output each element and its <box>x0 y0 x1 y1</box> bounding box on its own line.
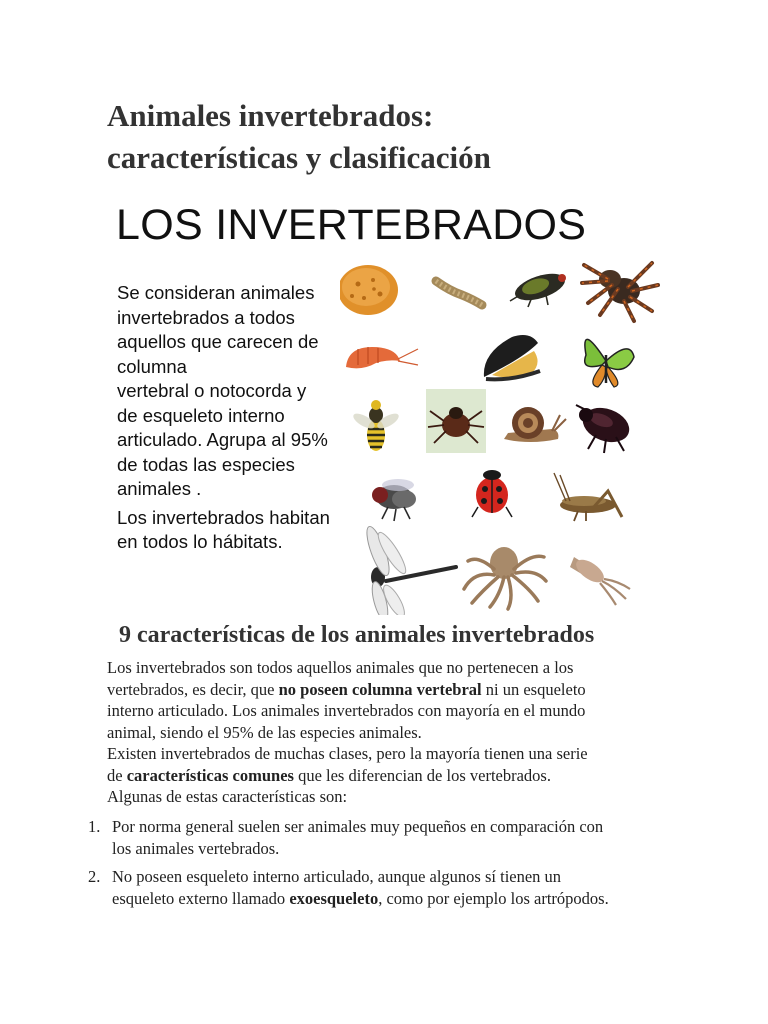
info-line: animales . <box>117 478 202 499</box>
list-line: Por norma general suelen ser animales muy pequeños en comparación con <box>112 817 604 836</box>
animal-photo-grid <box>340 255 666 615</box>
info-line: aquellos que carecen de <box>117 331 319 352</box>
fly-icon <box>372 479 416 521</box>
snail-icon <box>504 407 566 442</box>
beetle-icon <box>576 402 634 453</box>
body-text-span: que les diferencian de los vertebrados. <box>293 765 551 785</box>
body-line <box>107 679 707 701</box>
infographic-paragraph-1 <box>117 281 357 502</box>
emphasis-text: características comunes <box>126 765 294 785</box>
shrimp-icon <box>346 347 418 368</box>
list-line <box>112 888 708 910</box>
body-line: Existen invertebrados de muchas clases, pero la mayoría tienen una serie <box>107 744 588 763</box>
body-text-span: vertebrados, es decir, que <box>107 679 279 699</box>
invertebrates-infographic <box>106 195 666 615</box>
page-title <box>107 95 707 179</box>
info-line: Se consideran animales <box>117 282 315 303</box>
list-text-span: , como por ejemplo los artrópodos. <box>378 888 609 908</box>
octopus-icon <box>464 547 546 609</box>
info-line: en todos lo hábitats. <box>117 531 283 552</box>
sponge-icon <box>340 265 398 315</box>
info-line: de esqueleto interno <box>117 404 285 426</box>
infographic-heading: LOS INVERTEBRADOS <box>116 201 587 249</box>
body-line: animal, siendo el 95% de las especies animales. <box>107 722 422 742</box>
wasp-icon <box>351 400 401 451</box>
list-item <box>88 816 708 859</box>
emphasis-text: exoesqueleto <box>289 888 379 908</box>
info-line: vertebral o notocorda y <box>117 380 307 401</box>
characteristics-list <box>88 816 708 916</box>
body-line: Algunas de estas características son: <box>107 787 348 806</box>
info-line: Los invertebrados habitan <box>117 506 330 528</box>
body-line: Los invertebrados son todos aquellos animales que no pertenecen a los <box>107 658 574 677</box>
tarantula-icon <box>582 263 658 321</box>
ladybug-icon <box>472 470 512 517</box>
infographic-paragraph-2 <box>117 506 357 555</box>
list-line: los animales vertebrados. <box>112 838 280 858</box>
body-text-span: de <box>107 765 127 785</box>
grasshopper-icon <box>554 473 622 521</box>
tick-icon <box>426 389 486 453</box>
section-heading: 9 características de los animales invertebrados <box>119 622 595 648</box>
list-number: 1. <box>88 817 101 836</box>
mussel-icon <box>484 335 540 379</box>
body-line <box>107 765 707 787</box>
info-line: columna <box>117 355 187 377</box>
body-line: interno articulado. Los animales invertebrados con mayoría en el mundo <box>107 701 586 720</box>
emphasis-text: no poseen columna vertebral <box>278 679 482 699</box>
worm-icon <box>436 281 482 305</box>
infographic-text <box>117 281 357 555</box>
info-line: articulado. Agrupa al 95% <box>117 429 328 450</box>
list-text-span: esqueleto externo llamado <box>112 888 290 908</box>
body-text <box>107 657 707 808</box>
info-line: invertebrados a todos <box>117 306 295 328</box>
list-number: 2. <box>88 867 101 886</box>
cicada-icon <box>510 269 568 307</box>
list-item <box>88 866 708 909</box>
info-line: de todas las especies <box>117 453 295 475</box>
body-text-span: ni un esqueleto <box>481 679 586 699</box>
list-line: No poseen esqueleto interno articulado, aunque algunos sí tienen un <box>112 867 562 886</box>
title-line-1: Animales invertebrados: <box>107 98 434 133</box>
butterfly-icon <box>585 339 634 387</box>
title-line-2: características y clasificación <box>107 140 491 175</box>
squid-icon <box>570 555 630 605</box>
dragonfly-icon <box>363 524 456 615</box>
